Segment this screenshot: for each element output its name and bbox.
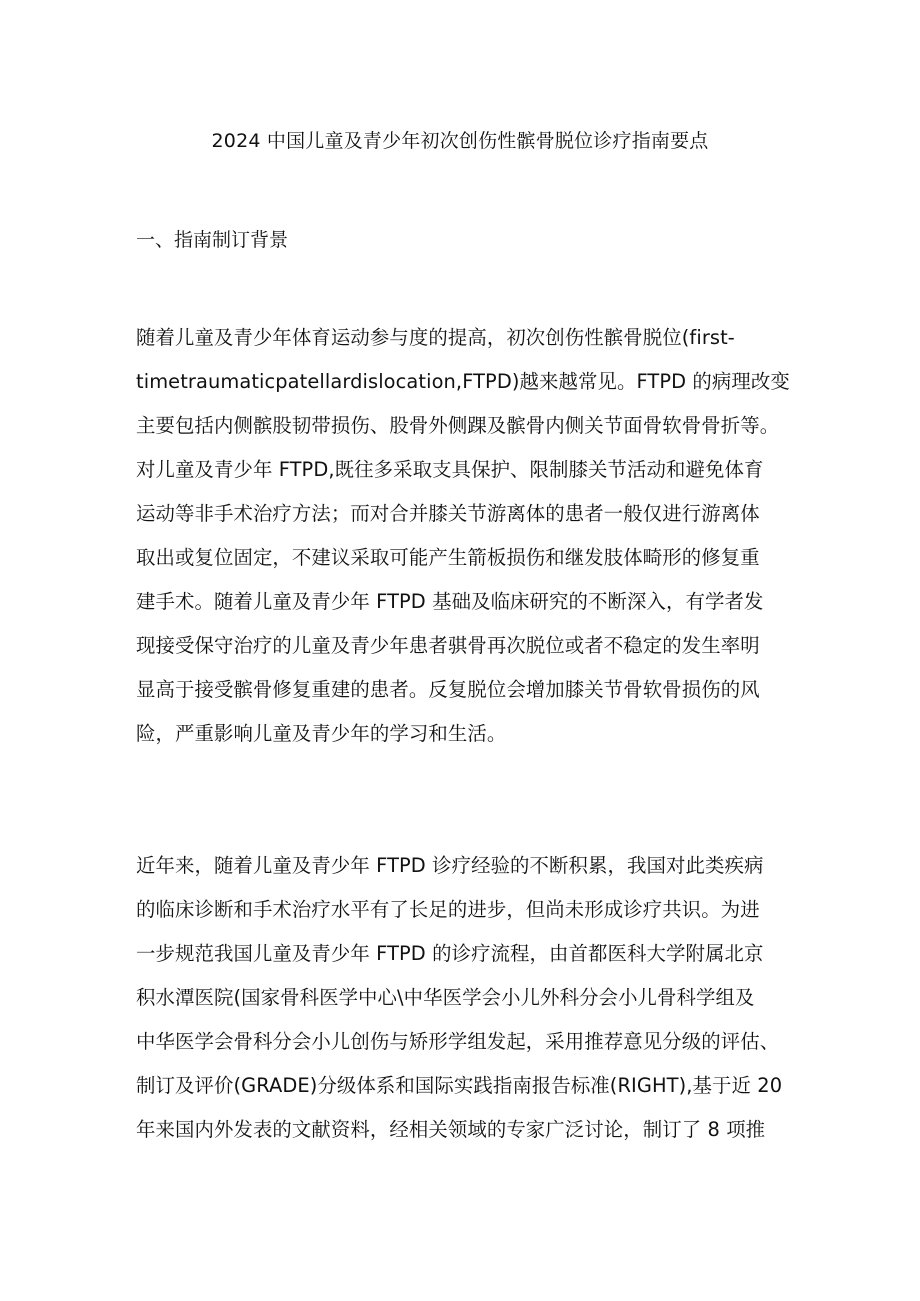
paragraph-line: 的临床诊断和手术治疗水平有了长足的进步，但尚未形成诊疗共识。为进 bbox=[136, 898, 760, 921]
paragraph-line: 显高于接受髌骨修复重建的患者。反复脱位会增加膝关节骨软骨损伤的风 bbox=[136, 678, 760, 701]
paragraph-line: 取出或复位固定，不建议采取可能产生箭板损伤和继发肢体畸形的修复重 bbox=[136, 546, 760, 569]
paragraph-line: 近年来，随着儿童及青少年 FTPD 诊疗经验的不断积累，我国对此类疾病 bbox=[136, 854, 764, 877]
paragraph-line: 年来国内外发表的文献资料，经相关领域的专家广泛讨论，制订了 8 项推 bbox=[136, 1118, 766, 1141]
paragraph-line: 现接受保守治疗的儿童及青少年患者骐骨再次脱位或者不稳定的发生率明 bbox=[136, 634, 760, 657]
paragraph-line: 对儿童及青少年 FTPD,既往多采取支具保护、限制膝关节活动和避免体育 bbox=[136, 458, 764, 481]
paragraph-line: 运动等非手术治疗方法；而对合并膝关节游离体的患者一般仅进行游离体 bbox=[136, 502, 760, 525]
paragraph-line: 一步规范我国儿童及青少年 FTPD 的诊疗流程，由首都医科大学附属北京 bbox=[136, 942, 764, 965]
paragraph-line: 建手术。随着儿童及青少年 FTPD 基础及临床研究的不断深入，有学者发 bbox=[136, 590, 764, 613]
section-heading-background: 一、指南制订背景 bbox=[136, 229, 289, 251]
paragraph-background-1 bbox=[136, 316, 796, 756]
paragraph-line: 险，严重影响儿童及青少年的学习和生活。 bbox=[136, 722, 507, 745]
paragraph-line: timetraumaticpatellardislocation,FTPD)越来越常见。FTPD 的病理改变 bbox=[136, 370, 790, 393]
paragraph-line: 中华医学会骨科分会小儿创伤与矫形学组发起，采用推荐意见分级的评估、 bbox=[136, 1030, 780, 1053]
document-title: 2024 中国儿童及青少年初次创伤性髌骨脱位诊疗指南要点 bbox=[211, 130, 709, 152]
paragraph-line: 随着儿童及青少年体育运动参与度的提高，初次创伤性髌骨脱位(first- bbox=[136, 326, 735, 349]
paragraph-line: 主要包括内侧髌股韧带损伤、股骨外侧踝及髌骨内侧关节面骨软骨骨折等。 bbox=[136, 414, 780, 437]
paragraph-background-2 bbox=[136, 844, 796, 1152]
paragraph-line: 积水潭医院(国家骨科医学中心\中华医学会小儿外科分会小儿骨科学组及 bbox=[136, 986, 755, 1009]
paragraph-line: 制订及评价(GRADE)分级体系和国际实践指南报告标准(RIGHT),基于近 20 bbox=[136, 1074, 783, 1097]
